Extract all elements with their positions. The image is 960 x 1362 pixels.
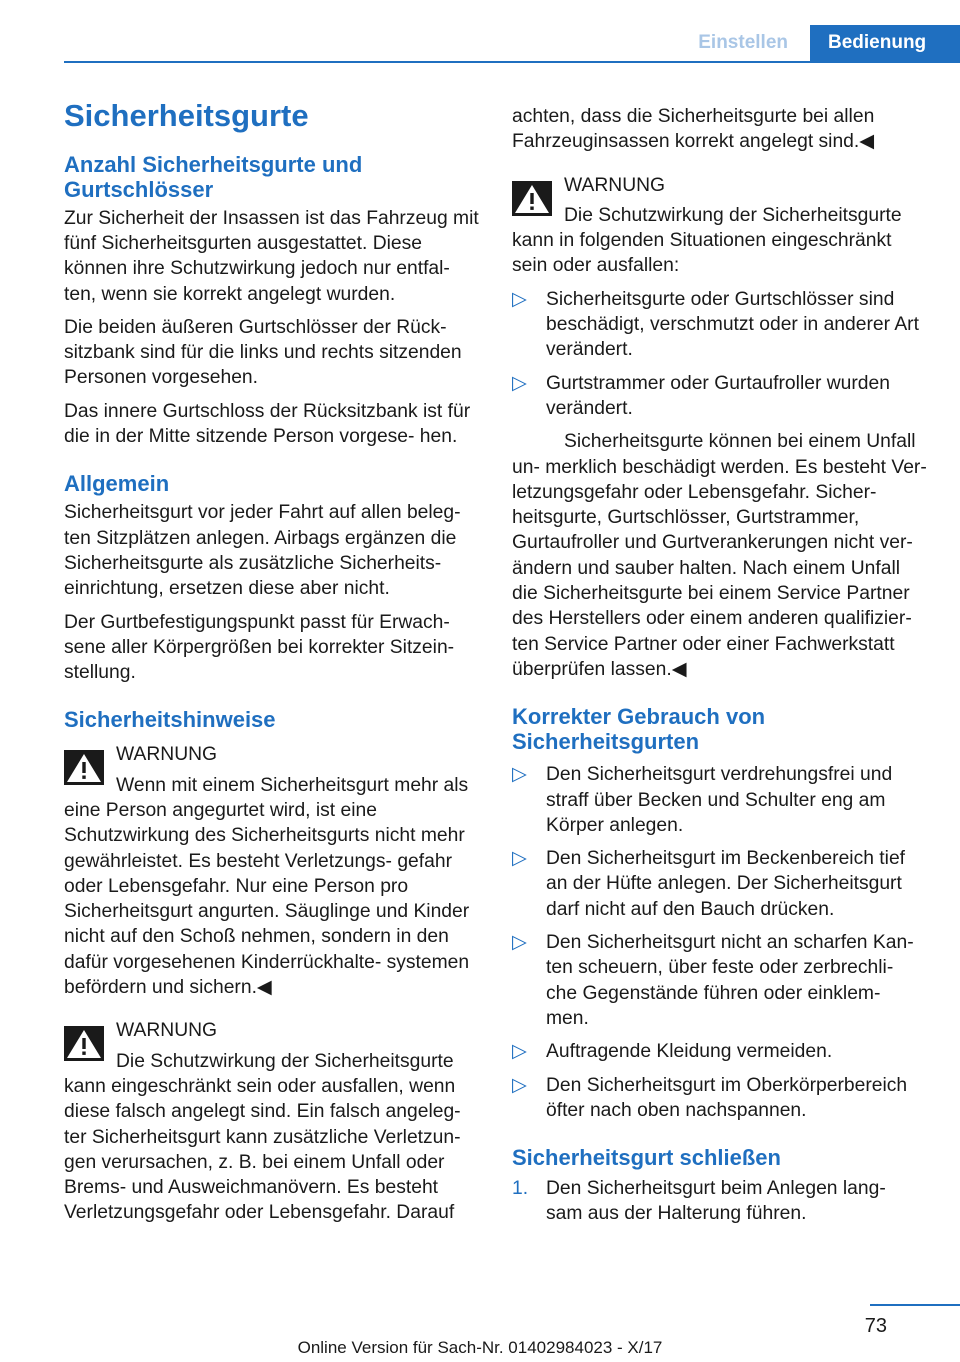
section-anzahl	[64, 152, 479, 450]
section-sicherheitshinweise	[64, 707, 479, 1225]
section-heading: Allgemein	[64, 471, 170, 497]
list-item	[512, 1039, 927, 1064]
triangle-right-icon: ▷	[512, 764, 527, 786]
step-text: Den Sicherheitsgurt beim Anlegen lang‐ sam aus der Halterung führen.	[546, 1178, 886, 1225]
section-heading: Sicherheitsgurt schließen	[512, 1145, 781, 1171]
header-tabs	[676, 25, 960, 61]
footer-rule	[870, 1304, 960, 1306]
list-item	[512, 762, 927, 838]
triangle-right-icon: ▷	[512, 288, 527, 310]
step-number: 1.	[512, 1178, 529, 1200]
list-item	[512, 287, 927, 363]
page-title: Sicherheitsgurte	[64, 98, 309, 133]
warning-text: Die Schutzwirkung der Sicherheitsgurte kann in folgenden Situationen eingeschränkt sein oder ausfallen:	[512, 204, 902, 277]
triangle-right-icon: ▷	[512, 1074, 527, 1096]
step-item	[512, 1176, 927, 1227]
list-item	[512, 930, 927, 1031]
warning-label: WARNUNG	[116, 744, 218, 766]
warning-triangle-icon	[512, 181, 552, 216]
warning-list	[512, 287, 927, 421]
paragraph: Der Gurtbefestigungspunkt passt für Erwach‐ sene aller Körpergrößen bei korrekter Sitzein‐ stellung.	[64, 611, 455, 684]
section-heading: Anzahl Sicherheitsgurte und Gurtschlösser	[64, 151, 363, 202]
tab-einstellen[interactable]: Einstellen	[676, 25, 810, 61]
section-gurt-schliessen	[512, 1145, 927, 1227]
list-item-text: Den Sicherheitsgurt im Oberkörperbereich öfter nach oben nachspannen.	[546, 1074, 908, 1121]
left-column	[64, 98, 479, 1244]
triangle-right-icon: ▷	[512, 372, 527, 394]
list-item-text: Den Sicherheitsgurt nicht an scharfen Kan‐ ten scheuern, über feste oder zerbrechli‐ che Gegenstände führen oder einklem‐ men.	[546, 932, 914, 1029]
list-item-text: Den Sicherheitsgurt verdrehungsfrei und straff über Becken und Schulter eng am Körper anlegen.	[546, 764, 893, 836]
paragraph: Die beiden äußeren Gurtschlösser der Rück‐ sitzbank sind für die links und rechts sitzenden Personen vorgesehen.	[64, 316, 462, 389]
list-item	[512, 371, 927, 422]
triangle-right-icon: ▷	[512, 932, 527, 954]
paragraph: Das innere Gurtschloss der Rücksitzbank ist für die in der Mitte sitzende Person vorgese‐ hen.	[64, 400, 471, 448]
tab-bedienung[interactable]: Bedienung	[810, 25, 960, 61]
header-rule	[64, 61, 960, 63]
warning-text: Wenn mit einem Sicherheitsgurt mehr als eine Person angegurtet wird, ist eine Schutzwirkung des Sicherheitsgurts nicht mehr gewährleistet. Es besteht Verletzungs‐ gefahr oder Lebensgefahr. Nur eine Person pro Sicherheitsgurt angurten. Säuglinge und Kinder nicht auf den Schoß nehmen, sondern in den dafür vorgesehenen Kinderrückhalte‐ systemen befördern und sichern.◀	[64, 774, 470, 999]
warning-triangle-icon	[64, 1026, 104, 1061]
warning-text: Die Schutzwirkung der Sicherheitsgurte kann eingeschränkt sein oder ausfallen, wenn diese falsch angelegt sind. Ein falsch angeleg‐ ter Sicherheitsgurt kann zusätzliche Verletzun‐ gen verursachen, z. B. bei einem Unfall oder Brems- und Ausweichmanövern. Es besteht Verletzungsgefahr oder Lebensgefahr. Darauf	[64, 1050, 461, 1224]
list-item-text: Den Sicherheitsgurt im Beckenbereich tief an der Hüfte anlegen. Der Sicherheitsgurt darf nicht auf den Bauch drücken.	[546, 848, 906, 920]
list-item-text: Gurtstrammer oder Gurtaufroller wurden verändert.	[546, 372, 890, 419]
list-item-text: Sicherheitsgurte oder Gurtschlösser sind beschädigt, verschmutzt oder in anderer Art verändert.	[546, 288, 919, 361]
list-item	[512, 1073, 927, 1124]
warning-block	[512, 173, 927, 683]
warning-triangle-icon	[64, 750, 104, 785]
paragraph: Sicherheitsgurt vor jeder Fahrt auf allen beleg‐ ten Sitzplätzen anlegen. Airbags ergänzen die Sicherheitsgurte als zusätzliche Sicherheits‐ einrichtung, ersetzen diese aber nicht.	[64, 502, 461, 600]
right-column	[512, 104, 927, 1235]
page-number: 73	[864, 1315, 887, 1337]
paragraph-continued: achten, dass die Sicherheitsgurte bei allen Fahrzeuginsassen korrekt angelegt sind.◀	[512, 106, 875, 153]
section-heading: Korrekter Gebrauch von Sicherheitsgurten	[512, 704, 766, 755]
warning-label: WARNUNG	[564, 174, 666, 196]
triangle-right-icon: ▷	[512, 848, 527, 870]
footer-note: Online Version für Sach-Nr. 01402984023 - X/17	[297, 1338, 663, 1357]
section-allgemein	[64, 471, 479, 685]
section-korrekter-gebrauch	[512, 704, 927, 1123]
warning-block	[64, 742, 479, 1000]
warning-label: WARNUNG	[116, 1020, 218, 1042]
paragraph: Zur Sicherheit der Insassen ist das Fahrzeug mit fünf Sicherheitsgurten ausgestattet. Diese können ihre Schutzwirkung jedoch nur entfal‐ ten, wenn sie korrekt angelegt wurden.	[64, 207, 479, 305]
warning-block	[64, 1018, 479, 1225]
triangle-right-icon: ▷	[512, 1041, 527, 1063]
section-heading: Sicherheitshinweise	[64, 707, 276, 733]
usage-list	[512, 762, 927, 1123]
list-item-text: Auftragende Kleidung vermeiden.	[546, 1041, 833, 1063]
warning-text: Sicherheitsgurte können bei einem Unfall un‐ merklich beschädigt werden. Es besteht Ver‐ letzungsgefahr oder Lebensgefahr. Sicher‐ heitsgurte, Gurtschlösser, Gurtstrammer, Gurtaufroller und Gurtverankerungen nicht ver‐ ändern und sauber halten. Nach einem Unfall die Sicherheitsgurte bei einem Service Partner des Herstellers oder einem anderen qualifizier‐ ten Service Partner oder einer Fachwerkstatt überprüfen lassen.◀	[512, 431, 927, 680]
steps-list	[512, 1176, 927, 1227]
list-item	[512, 846, 927, 922]
